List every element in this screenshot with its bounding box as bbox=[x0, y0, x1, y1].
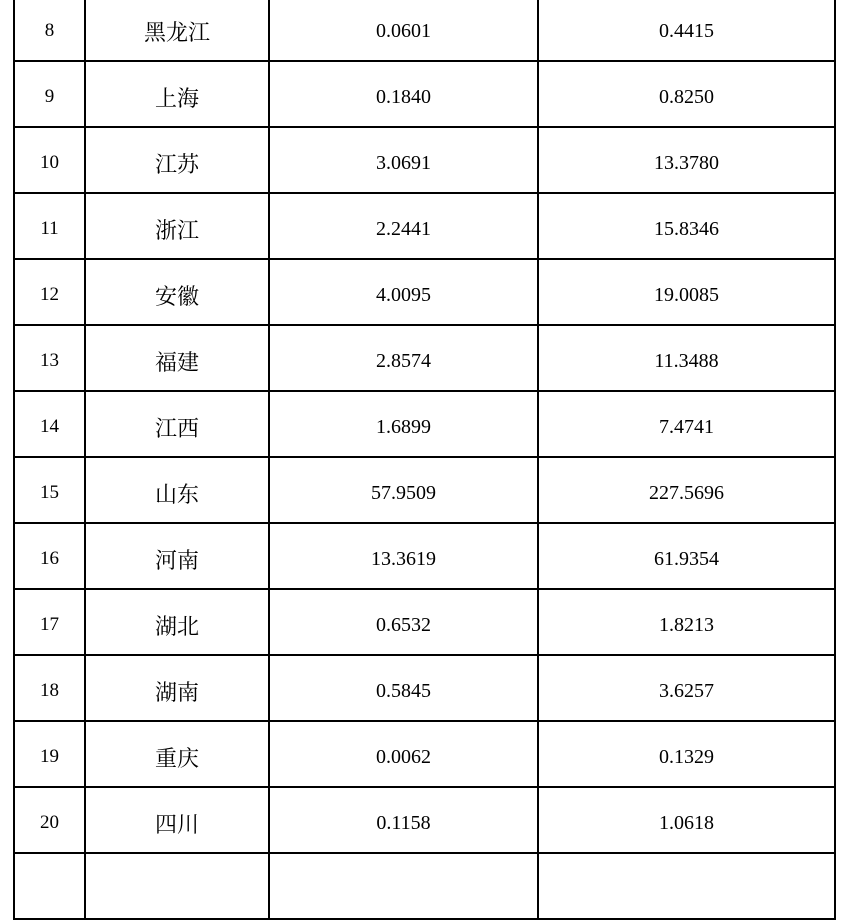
row-index-cell bbox=[14, 523, 85, 589]
value-b-cell bbox=[538, 853, 835, 919]
row-index-cell bbox=[14, 61, 85, 127]
value-a: 0.5845 bbox=[376, 679, 431, 702]
province-cell bbox=[85, 523, 269, 589]
value-a bbox=[270, 883, 537, 889]
value-a-cell bbox=[269, 853, 538, 919]
value-a-cell bbox=[269, 193, 538, 259]
province-name: 浙江 bbox=[154, 218, 199, 244]
value-b: 1.0618 bbox=[659, 811, 714, 834]
value-b-cell bbox=[538, 391, 835, 457]
row-index: 20 bbox=[40, 812, 59, 833]
value-b: 11.3488 bbox=[654, 349, 719, 372]
value-a: 13.3619 bbox=[371, 547, 436, 570]
row-index: 15 bbox=[40, 482, 59, 503]
data-table bbox=[13, 0, 836, 920]
value-a: 0.1840 bbox=[376, 85, 431, 108]
province-name: 重庆 bbox=[154, 746, 199, 772]
row-index-cell bbox=[14, 721, 85, 787]
row-index-cell bbox=[14, 787, 85, 853]
table-row bbox=[14, 391, 835, 457]
row-index: 11 bbox=[40, 218, 59, 239]
table-row bbox=[14, 457, 835, 523]
province-cell bbox=[85, 0, 269, 61]
province-name: 湖南 bbox=[154, 680, 199, 706]
province-name: 江苏 bbox=[154, 152, 199, 178]
row-index: 8 bbox=[44, 20, 55, 41]
row-index-cell bbox=[14, 589, 85, 655]
row-index: 16 bbox=[40, 548, 59, 569]
value-b-cell bbox=[538, 457, 835, 523]
value-a-cell bbox=[269, 787, 538, 853]
province-name: 黑龙江 bbox=[143, 20, 210, 46]
province-cell bbox=[85, 853, 269, 919]
table-row bbox=[14, 193, 835, 259]
province-name bbox=[86, 883, 268, 889]
province-cell bbox=[85, 259, 269, 325]
value-b-cell bbox=[538, 721, 835, 787]
value-b: 227.5696 bbox=[649, 481, 724, 504]
row-index: 19 bbox=[40, 746, 59, 767]
value-b bbox=[539, 883, 834, 889]
table-row bbox=[14, 61, 835, 127]
row-index-cell bbox=[14, 655, 85, 721]
value-a: 0.6532 bbox=[376, 613, 431, 636]
value-a: 0.0601 bbox=[376, 19, 431, 42]
row-index-cell bbox=[14, 0, 85, 61]
value-b: 61.9354 bbox=[654, 547, 719, 570]
table-row bbox=[14, 523, 835, 589]
value-b-cell bbox=[538, 655, 835, 721]
row-index: 17 bbox=[40, 614, 59, 635]
row-index: 14 bbox=[40, 416, 59, 437]
value-b-cell bbox=[538, 259, 835, 325]
value-a-cell bbox=[269, 457, 538, 523]
value-a: 2.8574 bbox=[376, 349, 431, 372]
row-index: 13 bbox=[40, 350, 59, 371]
table-body bbox=[14, 0, 835, 919]
value-b: 0.1329 bbox=[659, 745, 714, 768]
province-name: 上海 bbox=[154, 86, 199, 112]
row-index-cell bbox=[14, 325, 85, 391]
row-index-cell bbox=[14, 127, 85, 193]
value-a-cell bbox=[269, 721, 538, 787]
value-b-cell bbox=[538, 787, 835, 853]
value-b-cell bbox=[538, 193, 835, 259]
value-a-cell bbox=[269, 259, 538, 325]
value-a-cell bbox=[269, 127, 538, 193]
row-index-cell bbox=[14, 853, 85, 919]
value-b-cell bbox=[538, 0, 835, 61]
row-index-cell bbox=[14, 259, 85, 325]
value-a-cell bbox=[269, 325, 538, 391]
province-name: 山东 bbox=[154, 482, 199, 508]
table-row bbox=[14, 127, 835, 193]
table-row bbox=[14, 325, 835, 391]
province-name: 湖北 bbox=[154, 614, 199, 640]
value-a: 0.1158 bbox=[376, 811, 431, 834]
table-row bbox=[14, 0, 835, 61]
value-b: 1.8213 bbox=[659, 613, 714, 636]
table-row bbox=[14, 589, 835, 655]
value-b: 13.3780 bbox=[654, 151, 719, 174]
value-b: 0.8250 bbox=[659, 85, 714, 108]
province-name: 安徽 bbox=[154, 284, 199, 310]
row-index: 9 bbox=[44, 86, 55, 107]
value-a: 0.0062 bbox=[376, 745, 431, 768]
table-row bbox=[14, 655, 835, 721]
value-b-cell bbox=[538, 523, 835, 589]
row-index-cell bbox=[14, 193, 85, 259]
value-a: 1.6899 bbox=[376, 415, 431, 438]
value-b: 3.6257 bbox=[659, 679, 714, 702]
table-row bbox=[14, 721, 835, 787]
province-name: 福建 bbox=[154, 350, 199, 376]
value-a-cell bbox=[269, 61, 538, 127]
value-a: 2.2441 bbox=[376, 217, 431, 240]
value-a-cell bbox=[269, 523, 538, 589]
row-index-cell bbox=[14, 457, 85, 523]
table-row bbox=[14, 787, 835, 853]
province-cell bbox=[85, 325, 269, 391]
province-cell bbox=[85, 589, 269, 655]
value-a: 4.0095 bbox=[376, 283, 431, 306]
province-name: 四川 bbox=[154, 812, 199, 838]
province-cell bbox=[85, 457, 269, 523]
province-cell bbox=[85, 721, 269, 787]
table-row bbox=[14, 853, 835, 919]
value-b: 15.8346 bbox=[654, 217, 719, 240]
province-name: 河南 bbox=[154, 548, 199, 574]
province-cell bbox=[85, 61, 269, 127]
table-row bbox=[14, 259, 835, 325]
row-index bbox=[15, 883, 84, 889]
province-cell bbox=[85, 193, 269, 259]
row-index-cell bbox=[14, 391, 85, 457]
value-a: 57.9509 bbox=[371, 481, 436, 504]
row-index: 18 bbox=[40, 680, 59, 701]
value-a: 3.0691 bbox=[376, 151, 431, 174]
value-b: 0.4415 bbox=[659, 19, 714, 42]
row-index: 10 bbox=[40, 152, 59, 173]
value-a-cell bbox=[269, 391, 538, 457]
province-cell bbox=[85, 391, 269, 457]
province-cell bbox=[85, 127, 269, 193]
province-name: 江西 bbox=[154, 416, 199, 442]
value-b-cell bbox=[538, 127, 835, 193]
value-a-cell bbox=[269, 655, 538, 721]
value-b-cell bbox=[538, 61, 835, 127]
province-cell bbox=[85, 655, 269, 721]
province-cell bbox=[85, 787, 269, 853]
value-b: 7.4741 bbox=[659, 415, 714, 438]
value-a-cell bbox=[269, 589, 538, 655]
value-b: 19.0085 bbox=[654, 283, 719, 306]
value-b-cell bbox=[538, 325, 835, 391]
row-index: 12 bbox=[40, 284, 59, 305]
value-a-cell bbox=[269, 0, 538, 61]
value-b-cell bbox=[538, 589, 835, 655]
